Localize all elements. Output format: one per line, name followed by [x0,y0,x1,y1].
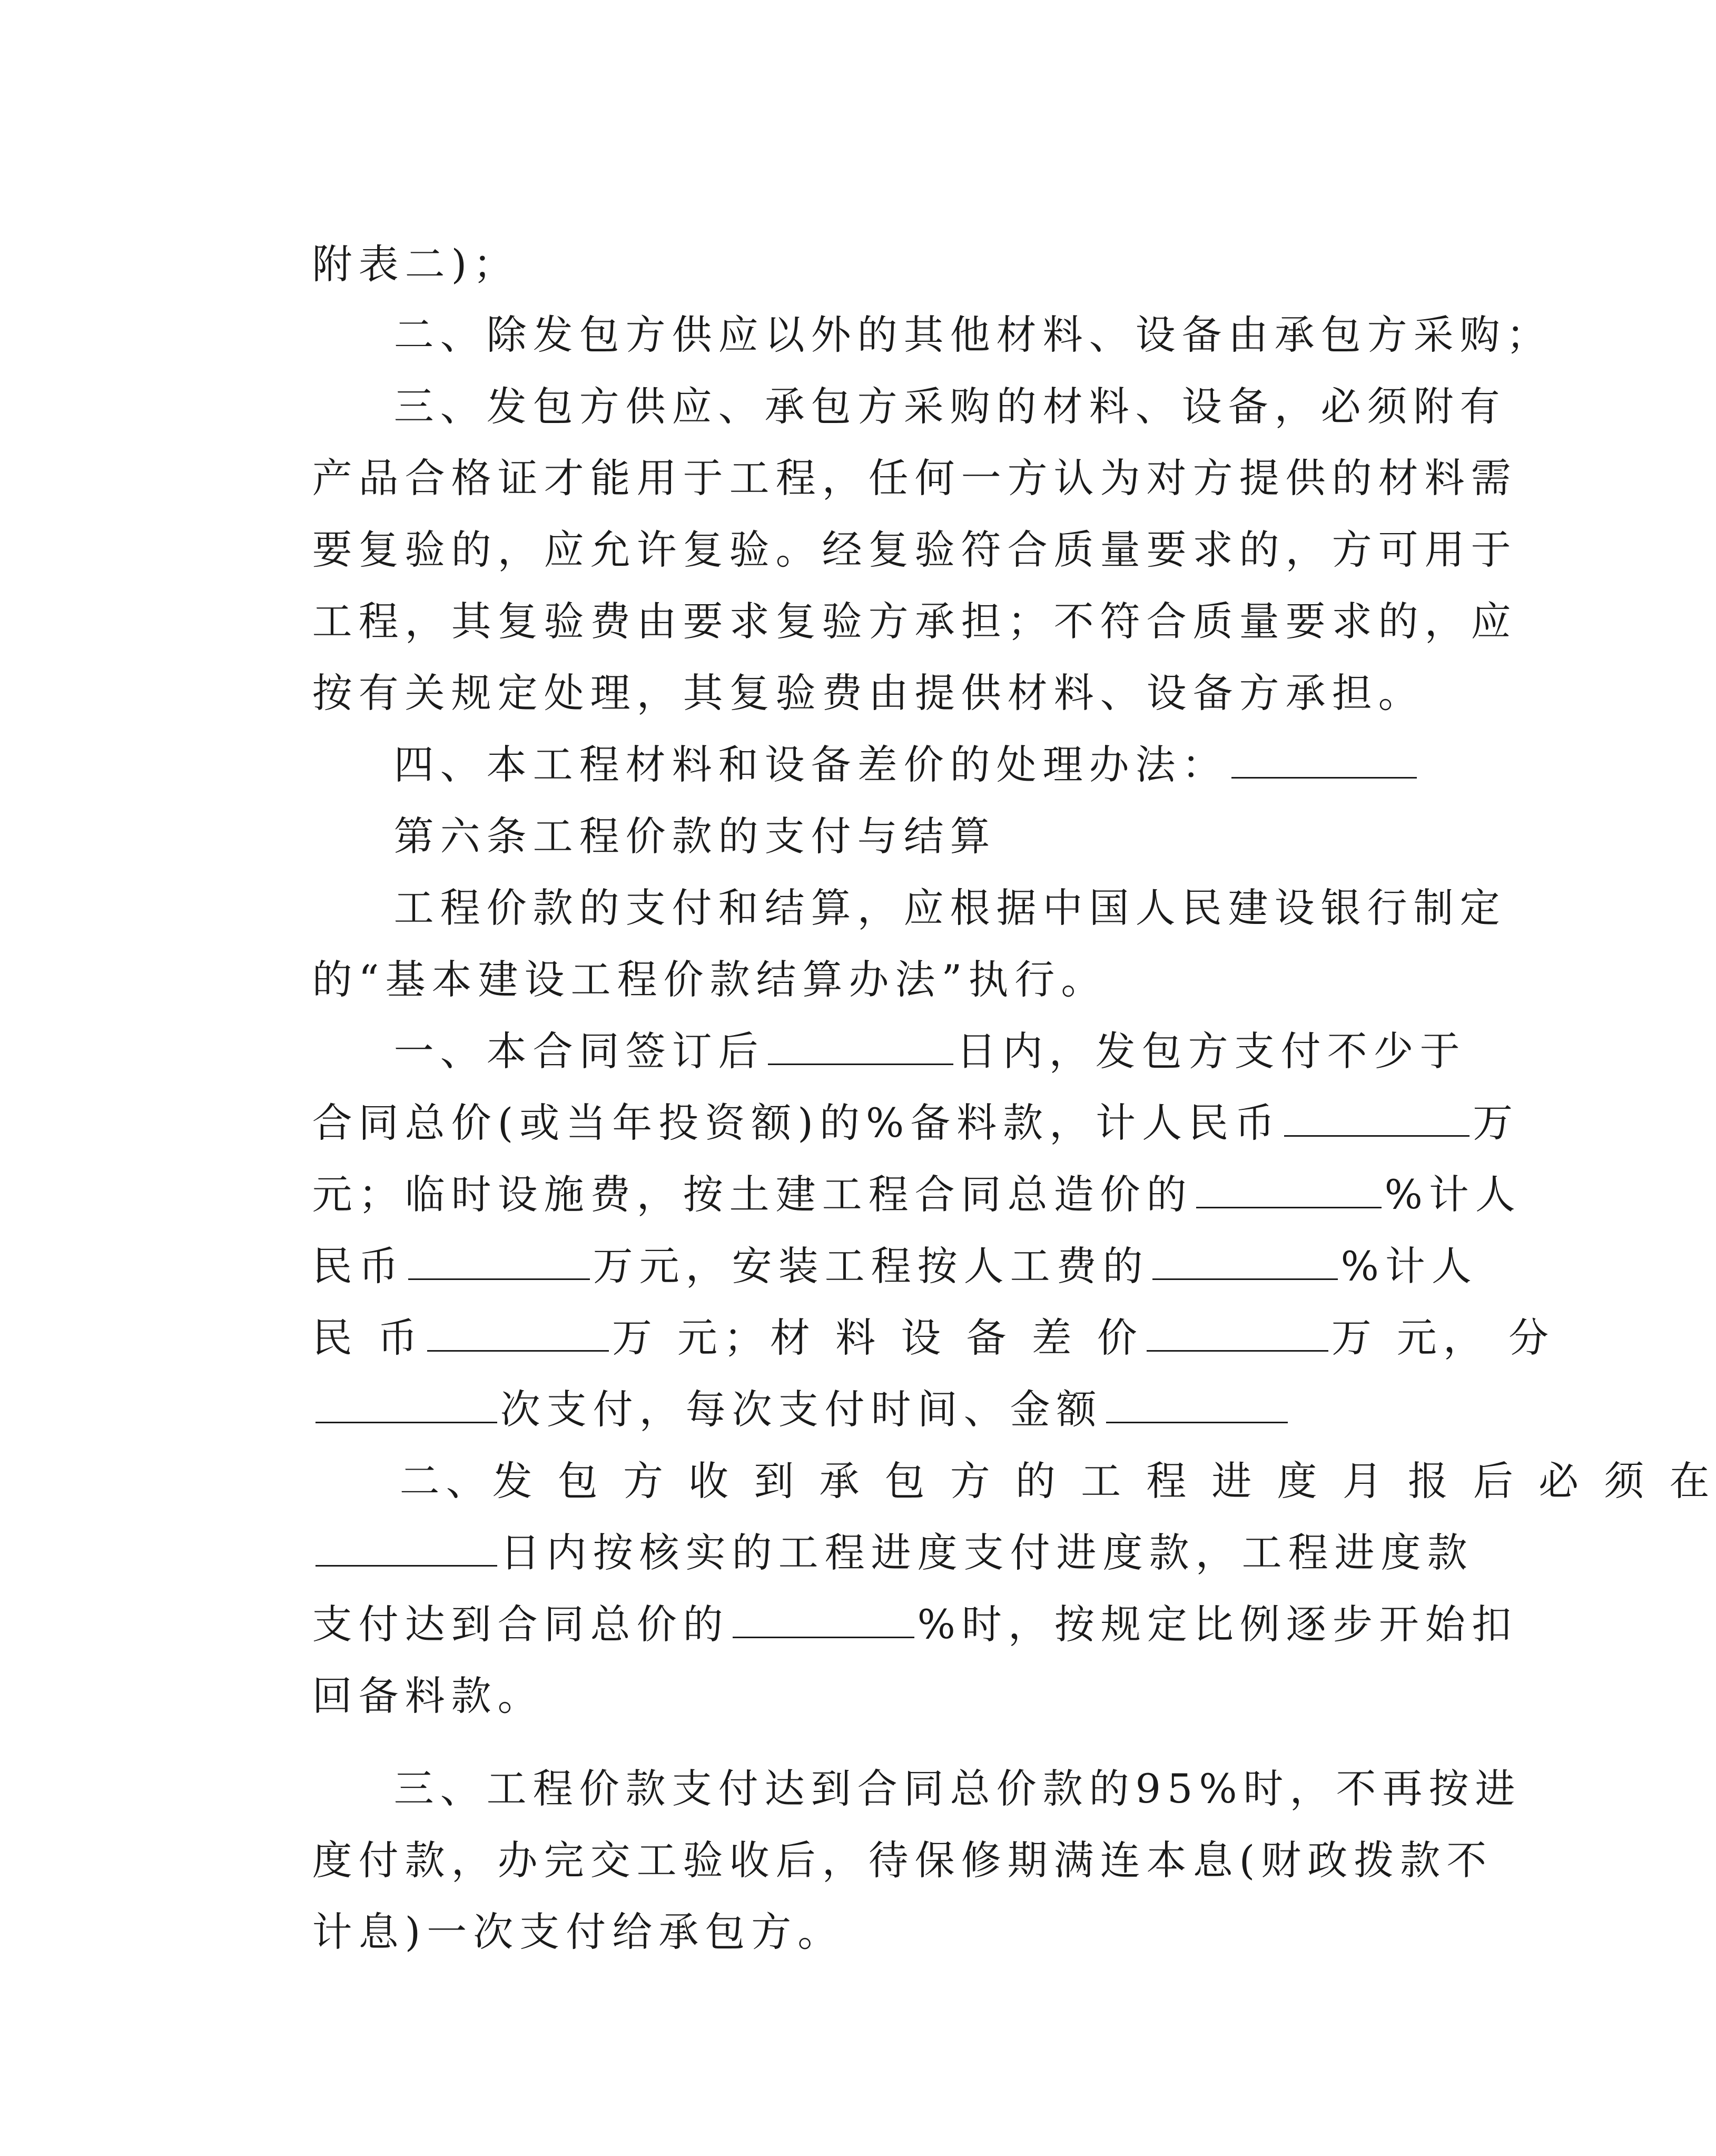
text-span: 工程，其复验费由要求复验方承担；不符合质量要求的，应 [312,598,1517,645]
text-span: 万 元， 分 [1331,1314,1555,1361]
text-span: 的“基本建设工程价款结算办法”执行。 [312,956,1108,1003]
text-span: 四、本工程材料和设备差价的处理办法： [393,741,1228,788]
text-span: 产品合格证才能用于工程，任何一方认为对方提供的材料需 [312,455,1517,501]
text-span: 支付达到合同总价的 [312,1601,729,1648]
fill-blank [1231,744,1417,779]
text-span: 三、发包方供应、承包方采购的材料、设备，必须附有 [393,383,1506,430]
text-span: %计人 [1384,1171,1522,1218]
fill-blank [733,1604,914,1638]
text-span: 日内按核实的工程进度支付进度款，工程进度款 [500,1529,1474,1576]
text-span: 万 元；材 料 设 备 差 价 [612,1314,1143,1361]
text-span: 一、本合同签订后 [393,1028,765,1075]
text-span: 要复验的，应允许复验。经复验符合质量要求的，方可用于 [312,526,1517,573]
text-span: 元；临时设施费，按土建工程合同总造价的 [312,1171,1193,1218]
text-span: 二、发 包 方 收 到 承 包 方 的 工 程 进 度 月 报 后 必 须 在 [399,1458,1716,1504]
text-span: 按有关规定处理，其复验费由提供材料、设备方承担。 [312,670,1425,716]
text-span: 万 [1473,1099,1520,1146]
text-span: 工程价款的支付和结算，应根据中国人民建设银行制定 [393,884,1506,931]
text-span: 合同总价(或当年投资额)的%备料款，计人民币 [312,1099,1281,1146]
text-span: 二、除发包方供应以外的其他材料、设备由承包方采购； [393,311,1553,358]
text-span: 民 币 [312,1314,424,1361]
text-span: 民币 [312,1243,405,1289]
text-span: 第六条工程价款的支付与结算 [393,813,997,860]
text-span: 计息)一次支付给承包方。 [312,1908,844,1955]
text-line [236,1853,844,2011]
text-span: 回备料款。 [312,1672,544,1719]
text-span: 度付款，办完交工验收后，待保修期满连本息(财政拨款不 [312,1837,1493,1884]
text-span: 万元，安装工程按人工费的 [593,1243,1149,1289]
text-span: %计人 [1340,1243,1478,1289]
text-span: 附表二)； [312,241,520,288]
text-span: 日内，发包方支付不少于 [956,1028,1466,1075]
text-span: 次支付，每次支付时间、金额 [500,1386,1103,1433]
text-span: %时，按规定比例逐步开始扣 [917,1601,1518,1648]
text-span: 三、工程价款支付达到合同总价款的95%时，不再按进 [393,1765,1522,1812]
